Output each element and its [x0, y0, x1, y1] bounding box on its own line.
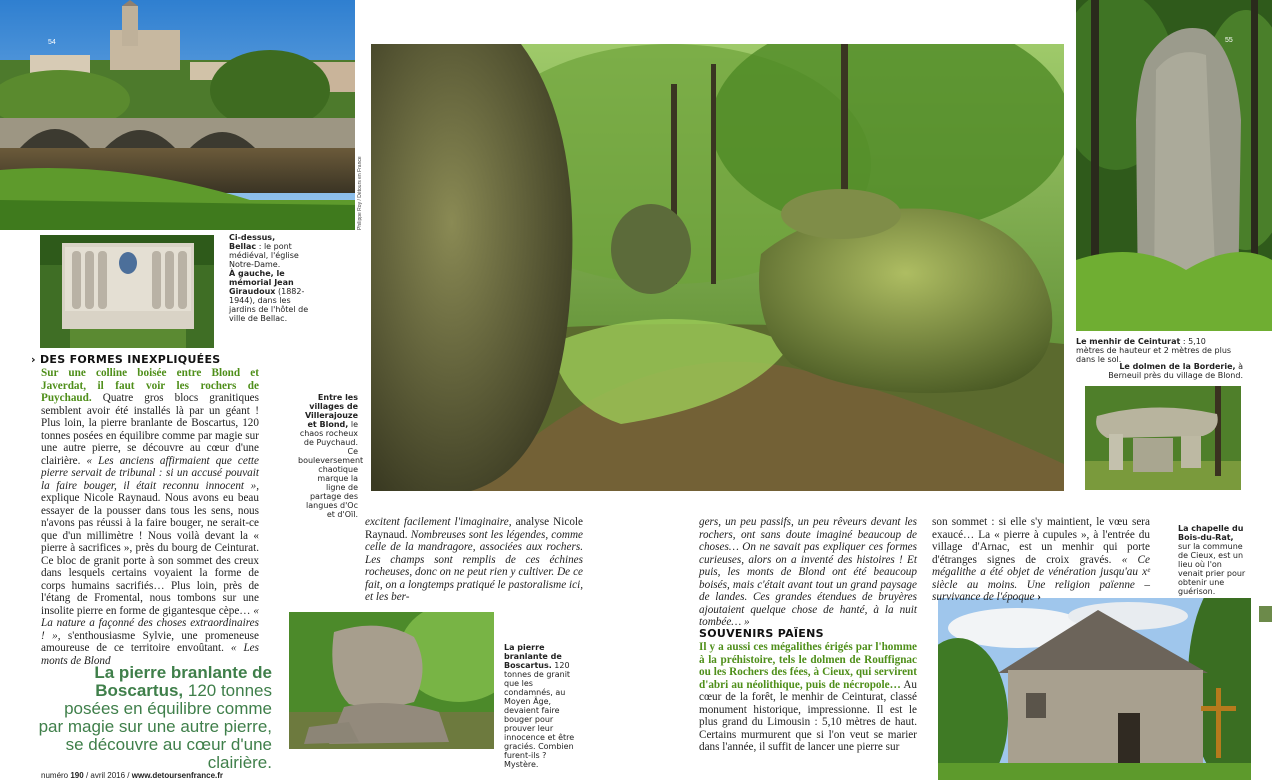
caption-dolmen-text: à Berneuil près du village de Blond. [1108, 362, 1243, 380]
footer [41, 771, 223, 780]
section1-p2: explique Nicole Raynaud. Nous avons eu beau essayer de la pousser dans tous les sens, nous n'avons pas réussi à la faire bouger, ne serait-ce que d'un millimètre ! Nous voilà devant la « pierre à sacrifices », près du bourg de Ceinturat. Ce bloc de granit porte à son sommet des creux dans lesquels certains voyaient la forme de corps humains sacrifiés… Plus loin, près de l'étang de Fromental, nous tombons sur une insolite pierre en forme de gigantesque cèpe… [41, 492, 259, 617]
caption-chapelle-lead: La chapelle du Bois-du-Rat, [1178, 524, 1244, 542]
caption-boscartus-text: 120 tonnes de granit que les condamnés, au Moyen Âge, devaient faire bouger pour prouver leur innocence et être graciés. Combien furent-ils ? Mystère. [504, 661, 575, 769]
photo-dolmen-borderie [1085, 386, 1241, 490]
caption-puychaud-lead: Entre les villages de Villerajouze et Blond, [304, 393, 358, 429]
col4-italic1: « Ce mégalithe a été objet de vénération jusqu'au xᵉ siècle au moins. Une religion païenne – survivance de l'époque [932, 553, 1150, 603]
col3-lead: Il y a aussi ces mégalithes érigés par l'homme à la préhistoire, tels le dolmen de Rouffignac ou les Rochers des fées, à Cieux, qui servirent d'abri au néolithique, puis de nécropole… [699, 641, 917, 691]
continue-chevron-icon: › [1037, 591, 1041, 603]
section1-p1: Quatre gros blocs granitiques semblent avoir été installés là par un géant ! Plus loin, la pierre branlante de Boscartus, 120 tonnes posées en équilibre comme par magie sur une autre pierre, se découvre au cœur d'une clairière. [41, 392, 259, 467]
article-column-3a [699, 516, 917, 629]
col2-italic1: excitent facilement l'imaginaire, [365, 516, 512, 528]
section1-lead: Sur une colline boisée entre Blond et Javerdat, il faut voir les rochers de Puychaud. [41, 367, 259, 404]
section1-quote3: « Les monts de Blond [41, 642, 259, 667]
caption-menhir-lead: Le menhir de Ceinturat [1076, 337, 1181, 346]
caption-bellac [229, 233, 319, 323]
caption-dolmen-lead: Le dolmen de la Borderie, [1119, 362, 1236, 371]
pull-quote-bold: La pierre branlante de Boscartus, [94, 663, 272, 700]
photo-bellac-bridge [0, 0, 355, 230]
caption-chapelle-text: sur la commune de Cieux, est un lieu où l'on venait prier pour obtenir une guérison. [1178, 542, 1246, 596]
photo-credit: Philippe Roy / Détours en France [357, 156, 363, 230]
caption-puychaud [298, 393, 364, 519]
section1-quote2: « La nature a façonné des choses extraordinaires ! », [41, 604, 260, 642]
photo-menhir-ceinturat [1076, 0, 1272, 331]
page-number-left: 54 [48, 39, 56, 46]
section-heading-formes [31, 353, 261, 366]
photo-edge-thumbnail [1259, 606, 1272, 622]
chevron-right-icon: › [31, 353, 36, 366]
col3-text1: Au cœur de la forêt, le menhir de Ceinturat, classé monument historique, impressionne. Il est le plus grand du Limousin : 5,10 mètres de haut. Certains murmurent que si l'on veut se marier dans l'année, il suffit de lancer une pierre sur [699, 678, 917, 753]
article-column-1 [41, 367, 259, 667]
photo-giraudoux-memorial [40, 235, 214, 348]
footer-issue: 190 [70, 771, 84, 780]
caption-dolmen [1100, 362, 1243, 380]
section1-quote1: « Les anciens affirmaient que cette pierre servait de tribunal : si un accusé pouvait la faire bouger, il était reconnu innocent », [41, 454, 259, 492]
caption-giraudoux-text: (1882-1944), dans les jardins de l'hôtel de ville de Bellac. [229, 287, 309, 323]
photo-puychaud-rocks [371, 44, 1064, 491]
col3-italic1: gers, un peu passifs, un peu rêveurs devant les rochers, ont sans doute imaginé beaucoup de choses… On ne savait pas expliquer ces formes curieuses, alors on a inventé des histoires ! Et puis, les monts de Blond ont été beaucoup boisés, mais c'était avant tout un grand paysage de landes. Ces grandes étendues de bruyères ajoutaient quelque chose de hanté, à la nuit tombée… » [699, 516, 917, 628]
section-heading-formes-text: DES FORMES INEXPLIQUÉES [39, 353, 221, 366]
page-number-right: 55 [1225, 37, 1233, 44]
article-column-3b [699, 641, 917, 754]
footer-prefix: numéro [41, 771, 71, 780]
caption-bellac-text: : le pont médiéval, l'église Notre-Dame. [229, 242, 299, 269]
col2-text1: analyse Nicole Raynaud. [365, 516, 583, 541]
article-column-4 [932, 516, 1150, 604]
section-heading-souvenirs: SOUVENIRS PAÏENS [699, 627, 824, 640]
col2-italic2: Nombreuses sont les légendes, comme celle de la mandragore, associées aux rochers. Les champs sont remplis de ces échines rocheuses, donc on ne peut rien y cultiver. De ce fait, on a longtemps pratiqué le pastoralisme ici, et les ber- [365, 528, 583, 603]
article-column-2 [365, 516, 583, 604]
pull-quote-text: 120 tonnes posées en équilibre comme par magie sur une autre pierre, se découvre au cœur d'une clairière. [38, 681, 272, 772]
section1-p3: s'enthousiasme Sylvie, une promeneuse amoureuse de ce territoire envoûtant. [41, 629, 259, 654]
caption-bellac-place: Bellac [229, 242, 257, 251]
caption-puychaud-text: le chaos rocheux de Puychaud. Ce bouleversement chaotique marque la ligne de partage des langues d'Oc et d'Oïl. [298, 420, 364, 519]
caption-menhir [1076, 337, 1236, 364]
caption-chapelle [1178, 524, 1248, 596]
caption-boscartus [504, 643, 582, 769]
photo-pierre-boscartus [289, 612, 494, 749]
caption-menhir-text: : 5,10 mètres de hauteur et 2 mètres de plus dans le sol. [1076, 337, 1232, 364]
caption-giraudoux-lead: À gauche, le mémorial Jean Giraudoux [229, 269, 294, 296]
caption-bellac-lead: Ci-dessus, [229, 233, 276, 242]
col4-text1: son sommet : si elle s'y maintient, le vœu sera exaucé… La « pierre à cupules », à l'entrée du village d'Arnac, est un menhir qui porte d'étranges signes de croix gravés. [932, 516, 1150, 566]
pull-quote [38, 664, 272, 772]
caption-boscartus-lead: La pierre branlante de Boscartus. [504, 643, 562, 670]
footer-date: / avril 2016 / [83, 771, 132, 780]
footer-website[interactable]: www.detoursenfrance.fr [131, 771, 224, 780]
photo-chapelle-bois-du-rat [938, 598, 1251, 780]
